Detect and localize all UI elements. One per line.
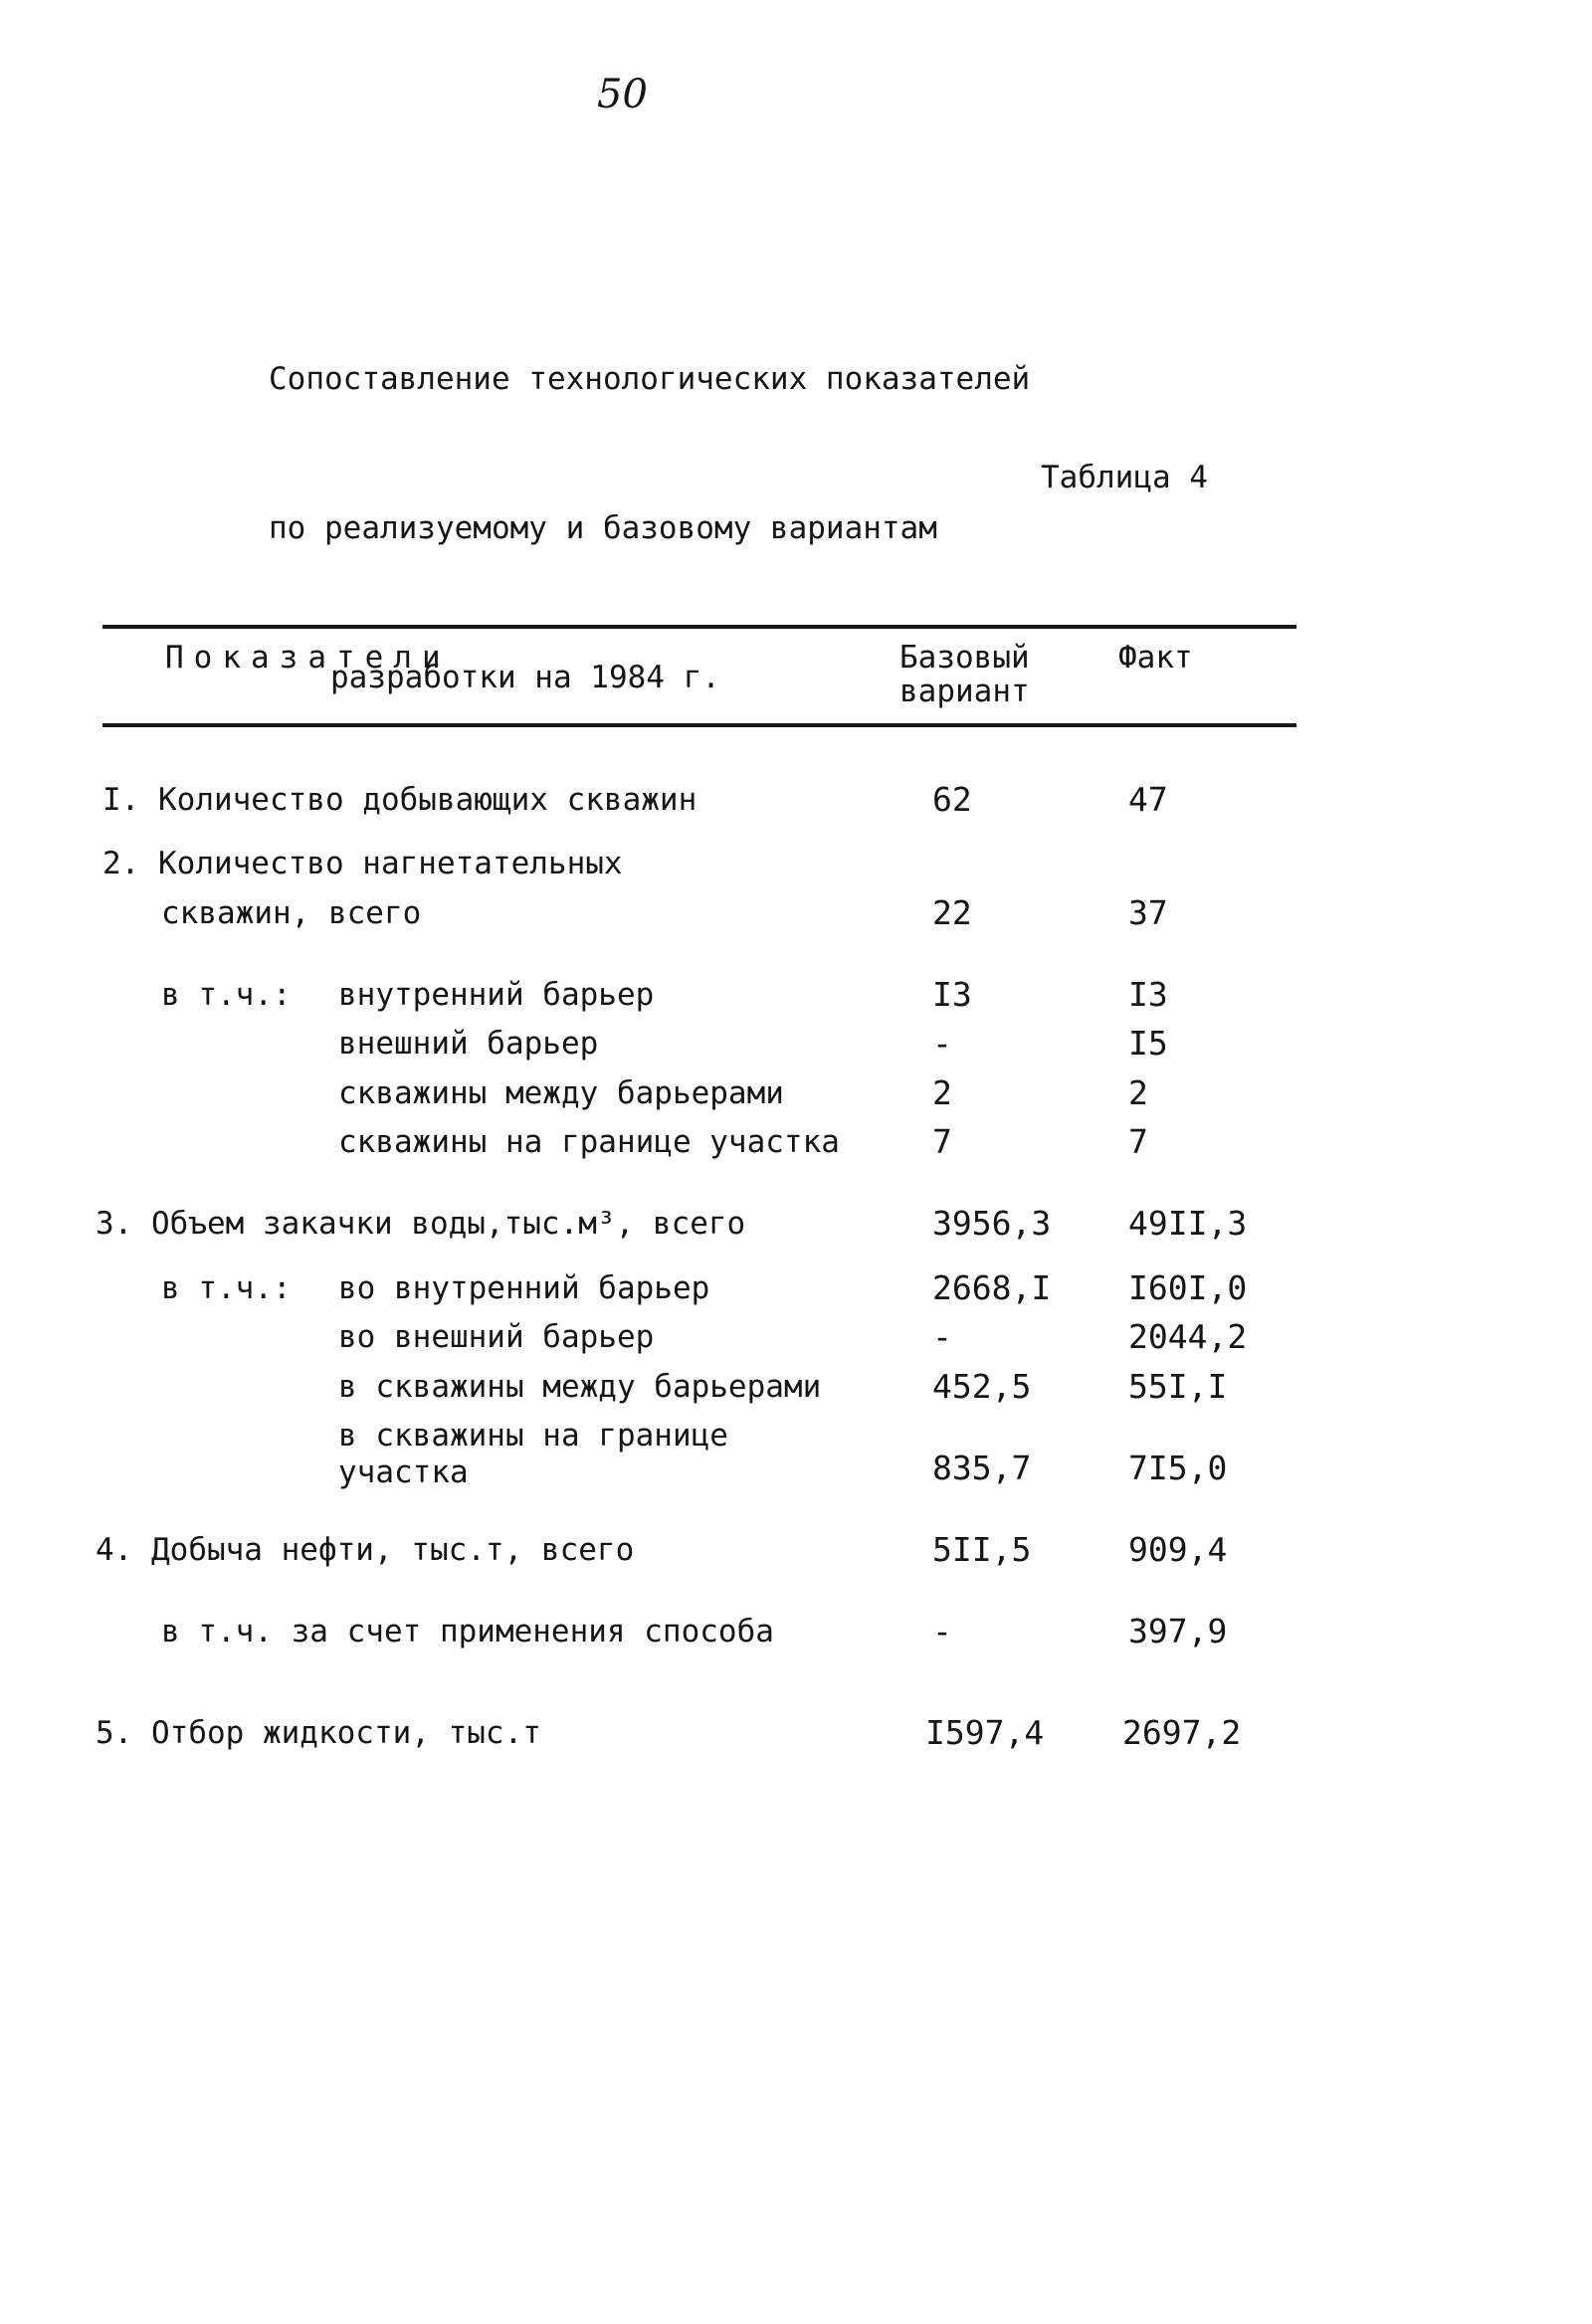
- row-base-value: 2668,I: [932, 1268, 1052, 1307]
- row-base-value: -: [932, 1612, 952, 1650]
- row-base-value: 3956,3: [932, 1204, 1052, 1243]
- row-label: I. Количество добывающих скважин: [102, 782, 697, 818]
- row-fact-value: I5: [1128, 1024, 1168, 1063]
- row-base-value: 452,5: [932, 1367, 1032, 1406]
- row-base-value: 835,7: [932, 1449, 1032, 1487]
- row-base-value: -: [932, 1024, 952, 1063]
- row-label: внутренний барьер: [338, 977, 655, 1013]
- row-base-value: 2: [932, 1073, 952, 1112]
- title-line-1: Сопоставление технологических показателей: [269, 361, 1031, 397]
- row-fact-value: 909,4: [1128, 1530, 1228, 1569]
- header-base-variant: Базовый вариант: [899, 640, 1030, 709]
- row-subgroup-label: в т.ч.:: [161, 1270, 292, 1306]
- row-base-value: I3: [932, 975, 972, 1014]
- row-label: 3. Объем закачки воды,тыс.м³, всего: [96, 1206, 746, 1242]
- row-fact-value: 55I,I: [1128, 1367, 1228, 1406]
- row-label: 5. Отбор жидкости, тыс.т: [96, 1715, 541, 1751]
- row-label: в скважины на границе: [338, 1418, 728, 1453]
- row-label: 4. Добыча нефти, тыс.т, всего: [96, 1532, 635, 1568]
- row-fact-value: I60I,0: [1128, 1268, 1248, 1307]
- row-label: во внешний барьер: [338, 1319, 655, 1355]
- row-fact-value: 2044,2: [1128, 1317, 1248, 1356]
- row-label: внешний барьер: [338, 1026, 599, 1062]
- table-top-rule: [102, 625, 1296, 629]
- row-label: скважины на границе участка: [338, 1124, 840, 1160]
- row-fact-value: 7I5,0: [1128, 1449, 1228, 1487]
- row-fact-value: 49II,3: [1128, 1204, 1248, 1243]
- row-base-value: 7: [932, 1122, 952, 1161]
- row-base-value: I597,4: [925, 1713, 1045, 1752]
- row-fact-value: I3: [1128, 975, 1168, 1014]
- row-base-value: 22: [932, 893, 972, 932]
- row-fact-value: 7: [1128, 1122, 1148, 1161]
- row-fact-value: 2697,2: [1122, 1713, 1242, 1752]
- row-label: скважин, всего: [161, 895, 422, 931]
- row-fact-value: 37: [1128, 893, 1168, 932]
- row-subgroup-label: в т.ч.:: [161, 977, 292, 1013]
- row-base-value: 62: [932, 780, 972, 819]
- row-label: во внутренний барьер: [338, 1270, 710, 1306]
- row-label: скважины между барьерами: [338, 1075, 784, 1111]
- header-indicators: Показатели: [165, 640, 451, 676]
- header-fact: Факт: [1118, 640, 1193, 676]
- row-label: в скважины между барьерами: [338, 1369, 822, 1405]
- title-line-2: по реализуемому и базовому вариантам: [269, 510, 937, 546]
- row-label: участка: [338, 1454, 469, 1490]
- row-base-value: 5II,5: [932, 1530, 1032, 1569]
- row-fact-value: 47: [1128, 780, 1168, 819]
- title-line-3: разработки на 1984 г.: [330, 660, 720, 695]
- table-header-rule: [102, 723, 1296, 727]
- row-label: 2. Количество нагнетательных: [102, 846, 623, 881]
- page-number: 50: [597, 72, 648, 117]
- row-fact-value: 2: [1128, 1073, 1148, 1112]
- row-fact-value: 397,9: [1128, 1612, 1228, 1650]
- row-label: в т.ч. за счет применения способа: [161, 1614, 774, 1649]
- row-base-value: -: [932, 1317, 952, 1356]
- table-label: Таблица 4: [1041, 460, 1208, 495]
